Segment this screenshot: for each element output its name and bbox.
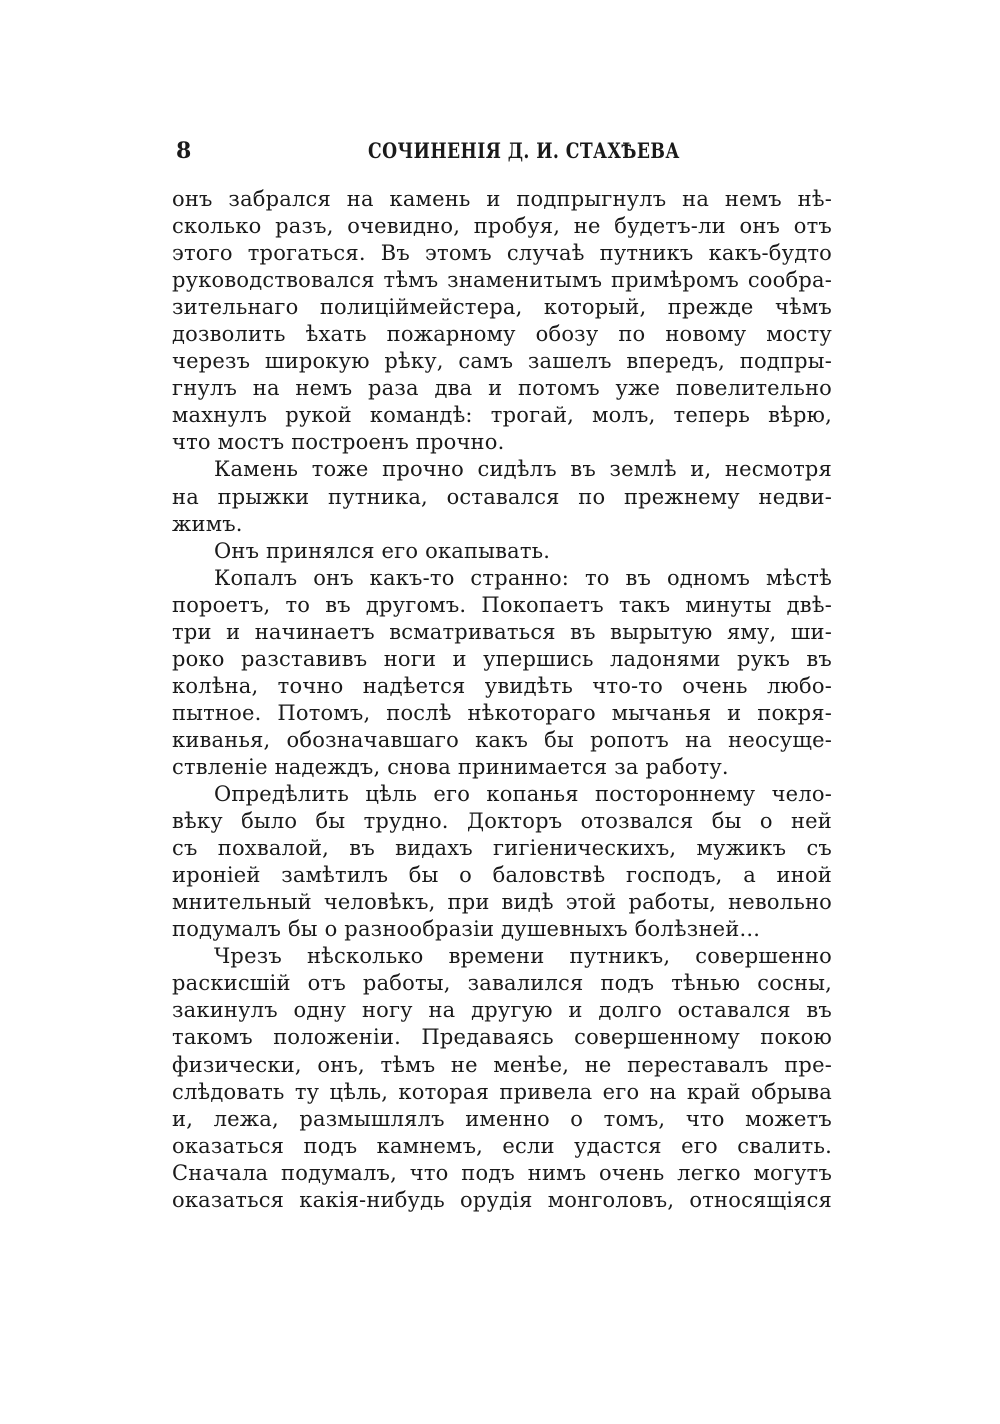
text-line: пытное. Потомъ, послѣ нѣкотораго мычанья и покря- [172, 700, 832, 725]
text-line: съ похвалой, въ видахъ гигіеническихъ, мужикъ съ [172, 836, 832, 861]
text-line: гнулъ на немъ раза два и потомъ уже повелительно [172, 376, 832, 401]
text-line: Камень тоже прочно сидѣлъ въ землѣ и, несмотря [214, 457, 832, 482]
text-line: три и начинаетъ всматриваться въ вырытую яму, ши- [172, 619, 832, 644]
text-line: махнулъ рукой командѣ: трогай, молъ, теперь вѣрю, [172, 403, 832, 428]
text-line: Чрезъ нѣсколько времени путникъ, совершенно [214, 944, 832, 969]
text-line: черезъ широкую рѣку, самъ зашелъ впередъ, подпры- [172, 349, 832, 374]
text-line: и, лежа, размышлялъ именно о томъ, что можетъ [172, 1106, 832, 1131]
running-title: СОЧИНЕНІЯ Д. И. СТАХѢЕВА [368, 138, 680, 163]
text-line: дозволить ѣхать пожарному обозу по новому мосту [172, 322, 832, 347]
text-line: что мостъ построенъ прочно. [172, 430, 505, 455]
text-line: онъ забрался на камень и подпрыгнулъ на немъ нѣ- [172, 187, 832, 211]
page-number: 8 [176, 138, 192, 164]
text-line: жимъ. [172, 511, 243, 536]
text-line: такомъ положеніи. Предаваясь совершенному покою [172, 1025, 832, 1050]
text-line: слѣдовать ту цѣль, которая привела его на край обрыва [172, 1079, 832, 1104]
text-line: Копалъ онъ какъ-то странно: то въ одномъ мѣстѣ [214, 565, 832, 590]
text-line: подумалъ бы о разнообразіи душевныхъ болѣзней... [172, 917, 761, 942]
text-line: раскисшій отъ работы, завалился подъ тѣнью сосны, [172, 971, 832, 996]
text-line: оказаться какія-нибудь орудія монголовъ, относящіяся [172, 1187, 832, 1212]
page-header [172, 134, 832, 168]
text-line: руководствовался тѣмъ знаменитымъ примѣромъ сообра- [172, 268, 832, 293]
text-line: сколько разъ, очевидно, пробуя, не будетъ-ли онъ отъ [172, 214, 832, 239]
text-line: зительнаго полицiймейстера, который, прежде чѣмъ [172, 295, 832, 320]
text-line: этого трогаться. Въ этомъ случаѣ путникъ какъ-будто [172, 241, 832, 266]
body-text [172, 186, 832, 1214]
text-line: оказаться подъ камнемъ, если удастся его свалить. [172, 1133, 832, 1158]
text-line: колѣна, точно надѣется увидѣть что-то очень любо- [172, 673, 832, 698]
text-line: вѣку было бы трудно. Докторъ отозвался бы о ней [172, 809, 832, 834]
text-line: Опредѣлить цѣль его копанья постороннему чело- [214, 782, 832, 807]
text-line: пороетъ, то въ другомъ. Покопаетъ такъ минуты двѣ- [172, 592, 832, 617]
text-line: ироніей замѣтилъ бы о баловствѣ господъ, а иной [172, 863, 832, 888]
text-line: Сначала подумалъ, что подъ нимъ очень легко могутъ [172, 1160, 832, 1185]
text-line: роко разставивъ ноги и упершись ладонями рукъ въ [172, 646, 832, 671]
text-line: на прыжки путника, оставался по прежнему недви- [172, 484, 832, 509]
text-line: киванья, обозначавшаго какъ бы ропотъ на неосуще- [172, 727, 832, 752]
text-line: закинулъ одну ногу на другую и долго оставался въ [172, 998, 832, 1023]
text-line: физически, онъ, тѣмъ не менѣе, не переставалъ пре- [172, 1052, 832, 1077]
text-line: ствленіе надеждъ, снова принимается за работу. [172, 754, 729, 779]
text-line: Онъ принялся его окапывать. [214, 538, 551, 563]
text-line: мнительный человѣкъ, при видѣ этой работы, невольно [172, 890, 832, 915]
